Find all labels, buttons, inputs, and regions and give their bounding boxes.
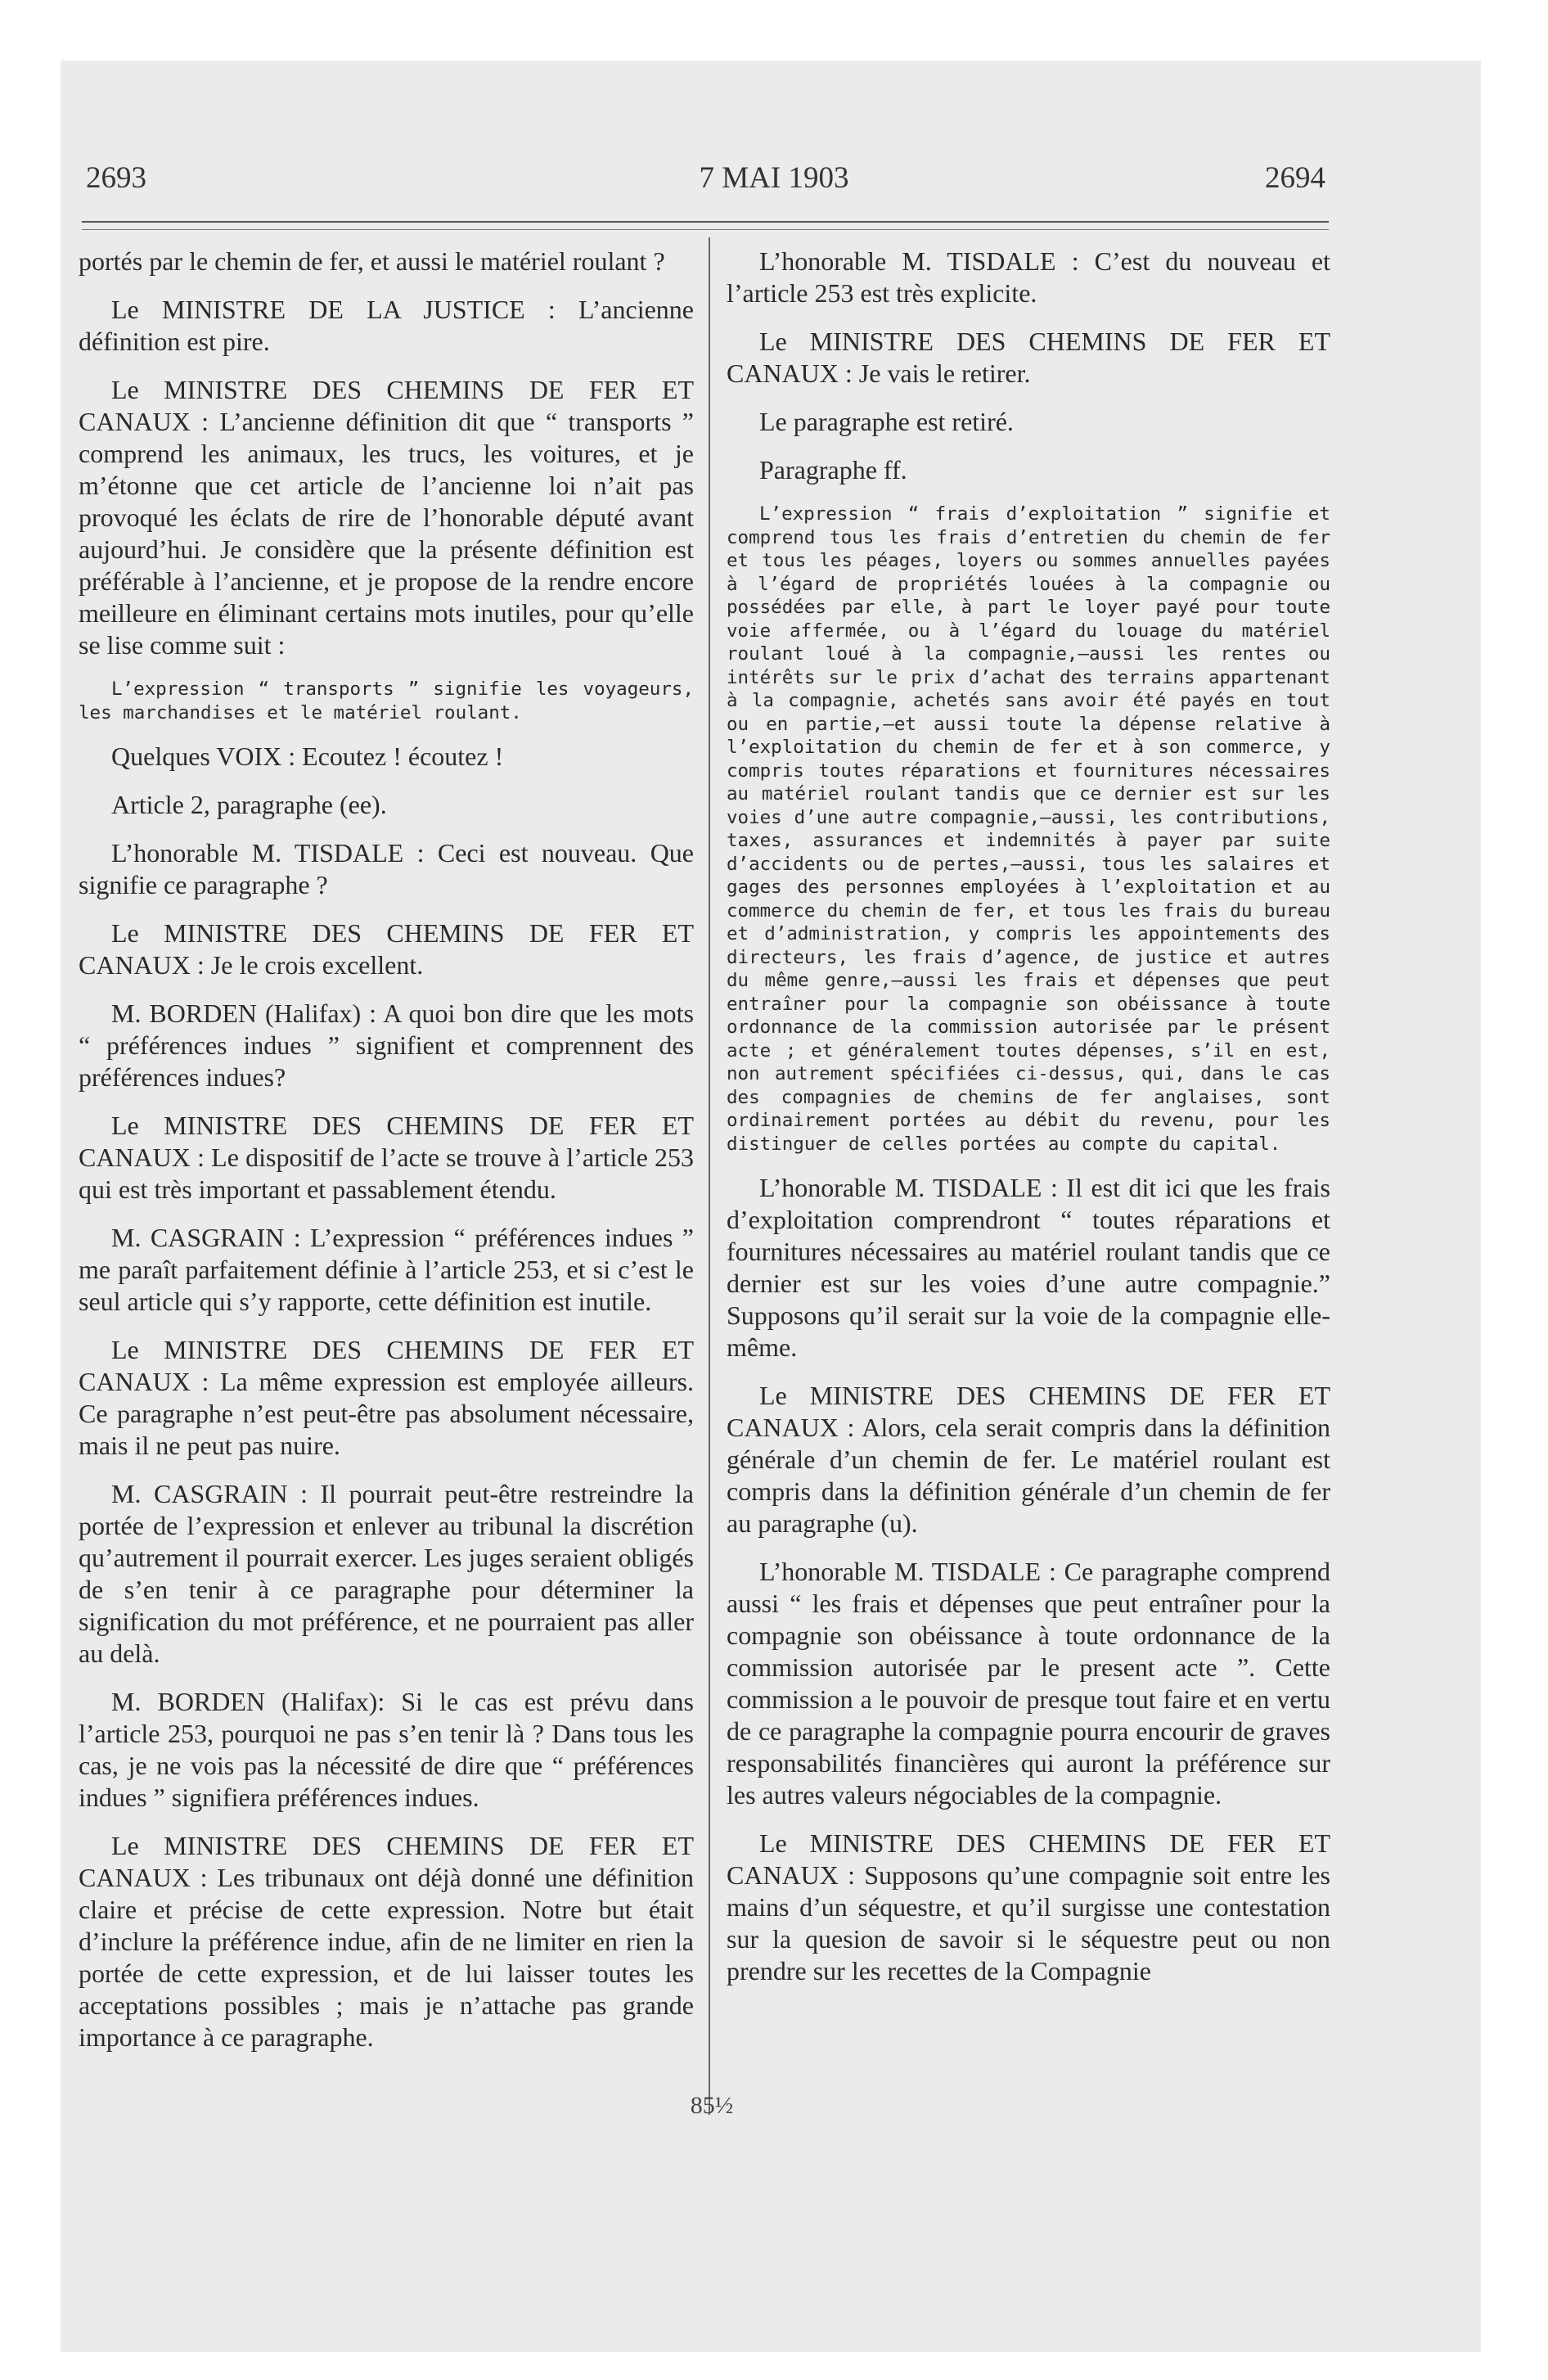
- paragraph: Le MINISTRE DES CHEMINS DE FER ET CANAUX : Je le crois excellent.: [79, 918, 694, 980]
- paragraph: Le MINISTRE DES CHEMINS DE FER ET CANAUX : Le dispositif de l’acte se trouve à l’article 253 qui est très important et passablement étendu.: [79, 1111, 694, 1204]
- paragraph: portés par le chemin de fer, et aussi le matériel roulant ?: [79, 246, 665, 276]
- paragraph: M. BORDEN (Halifax): Si le cas est prévu dans l’article 253, pourquoi ne pas s’en tenir là ? Dans tous les cas, je ne vois pas la nécessité de dire que “ préférences indues ” signifiera préférences indues.: [79, 1687, 694, 1812]
- paragraph: M. CASGRAIN : Il pourrait peut-être restreindre la portée de l’expression et enlever au tribunal la discrétion qu’autrement il pourrait exercer. Les juges seraient obligés de s’en tenir à ce paragraphe pour déterminer la signification du mot préférence, et ne pourraient pas aller au delà.: [79, 1479, 694, 1668]
- quoted-provision: L’expression “ transports ” signifie les voyageurs, les marchandises et le matériel roulant.: [79, 678, 694, 723]
- paragraph: L’honorable M. TISDALE : C’est du nouveau et l’article 253 est très explicite.: [727, 246, 1330, 308]
- page-date: 7 MAI 1903: [699, 161, 849, 195]
- right-column: [727, 246, 1330, 2004]
- paragraph: Quelques VOIX : Ecoutez ! écoutez !: [111, 741, 504, 771]
- signature-mark: 85½: [690, 2092, 734, 2119]
- column-divider: [709, 237, 710, 2115]
- paragraph: Le MINISTRE DE LA JUSTICE : L’ancienne définition est pire.: [79, 295, 694, 356]
- paragraph: L’honorable M. TISDALE : Ce paragraphe comprend aussi “ les frais et dépenses que peut entraîner pour la compagnie son obéissance à toute ordonnance de la commission autorisée par le present acte ”. Cette commission a le pouvoir de presque tout faire et en vertu de ce paragraphe la compagnie pourra encourir de graves responsabilités financières qui auront la préférence sur les autres valeurs négociables de la compagnie.: [727, 1557, 1330, 1810]
- quoted-provision: L’expression “ frais d’exploitation ” signifie et comprend tous les frais d’entretien du chemin de fer et tous les péages, loyers ou sommes annuelles payées à l’égard de propriétés louées à la compagnie ou possédées par elle, à part le loyer payé pour toute voie affermée, ou à l’égard du louage du matériel roulant loué à la compagnie,—aussi les rentes ou intérêts sur le prix d’achat des terrains appartenant à la compagnie, achetés sans avoir été payés en tout ou en partie,—et aussi toute la dépense relative à l’exploitation du chemin de fer et à son commerce, y compris toutes réparations et fournitures nécessaires au matériel roulant tandis que ce dernier est sur les voies d’une autre compagnie,—aussi, les contributions, taxes, assurances et indemnités à payer par suite d’accidents ou de pertes,—aussi, tous les salaires et gages des personnes employées à l’exploitation et au commerce du chemin de fer, et tous les frais du bureau et d’administration, y compris les appointements des directeurs, les frais d’agence, de justice et autres du même genre,—aussi les frais et dépenses que peut entraîner pour la compagnie son obéissance à toute ordonnance de la commission autorisée par le présent acte ; et généralement toutes dépenses, s’il en est, non autrement spécifiées ci-dessus, qui, dans le cas des compagnies de chemins de fer anglaises, sont ordinairement portées au débit du revenu, pour les distinguer de celles portées au compte du capital.: [727, 503, 1330, 1155]
- paragraph: Le MINISTRE DES CHEMINS DE FER ET CANAUX : La même expression est employée ailleurs. Ce paragraphe n’est peut-être pas absolument nécessaire, mais il ne peut pas nuire.: [79, 1335, 694, 1460]
- paragraph: Le paragraphe est retiré.: [759, 407, 1014, 436]
- paragraph: Paragraphe ff.: [759, 455, 907, 485]
- paragraph: Le MINISTRE DES CHEMINS DE FER ET CANAUX : Les tribunaux ont déjà donné une définition claire et précise de cette expression. Notre but était d’inclure la préférence indue, afin de ne limiter en rien la portée de cette expression, et de lui laisser toutes les acceptations possibles ; mais je n’attache pas grande importance à ce paragraphe.: [79, 1831, 694, 2052]
- left-column: [79, 246, 694, 2070]
- page-number-left: 2693: [86, 161, 146, 195]
- paragraph: M. CASGRAIN : L’expression “ préférences indues ” me paraît parfaitement définie à l’article 253, et si c’est le seul article qui s’y rapporte, cette définition est inutile.: [79, 1223, 694, 1316]
- paragraph: Le MINISTRE DES CHEMINS DE FER ET CANAUX : L’ancienne définition dit que “ transports ” comprend les animaux, les trucs, les voitures, et je m’étonne que cet article de l’ancienne loi n’ait pas provoqué les éclats de rire de l’honorable député avant aujourd’hui. Je considère que la présente définition est préférable à l’ancienne, et je propose de la rendre encore meilleure en éliminant certains mots inutiles, pour qu’elle se lise comme suit :: [79, 375, 694, 660]
- paragraph: M. BORDEN (Halifax) : A quoi bon dire que les mots “ préférences indues ” signifient et comprennent des préférences indues?: [79, 998, 694, 1092]
- paragraph: Article 2, paragraphe (ee).: [111, 790, 387, 819]
- paragraph: Le MINISTRE DES CHEMINS DE FER ET CANAUX : Supposons qu’une compagnie soit entre les mains d’un séquestre, et qu’il surgisse une contestation sur la quesion de savoir si le séquestre peut ou non prendre sur les recettes de la Compagnie: [727, 1828, 1330, 1986]
- paragraph: L’honorable M. TISDALE : Ceci est nouveau. Que signifie ce paragraphe ?: [79, 838, 694, 899]
- header-rule-thin: [82, 229, 1329, 230]
- paragraph: L’honorable M. TISDALE : Il est dit ici que les frais d’exploitation comprendront “ toutes réparations et fournitures nécessaires au matériel roulant tandis que ce dernier est sur les voies d’une autre compagnie.” Supposons qu’il serait sur la voie de la compagnie elle-même.: [727, 1173, 1330, 1362]
- page-number-right: 2694: [1265, 161, 1325, 195]
- paragraph: Le MINISTRE DES CHEMINS DE FER ET CANAUX : Alors, cela serait compris dans la définition générale d’un chemin de fer. Le matériel roulant est compris dans la définition générale d’un chemin de fer au paragraphe (u).: [727, 1381, 1330, 1538]
- paragraph: Le MINISTRE DES CHEMINS DE FER ET CANAUX : Je vais le retirer.: [727, 327, 1330, 388]
- page-header: [0, 160, 1548, 201]
- header-rule: [82, 221, 1329, 223]
